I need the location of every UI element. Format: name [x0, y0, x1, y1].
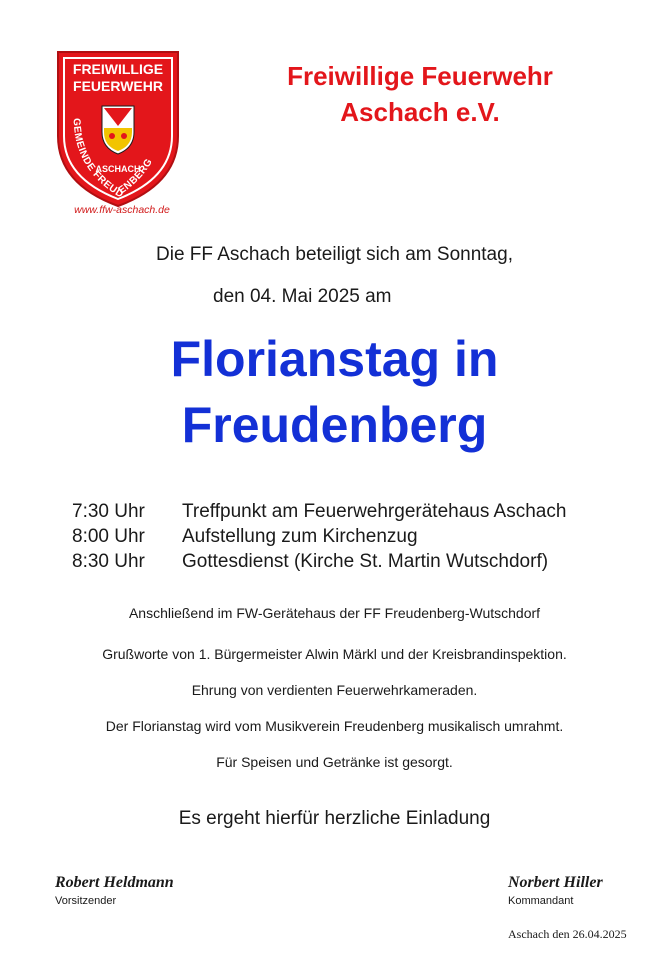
info-line: Grußworte von 1. Bürgermeister Alwin Märkl und der Kreisbrandinspektion.: [102, 646, 567, 662]
organization-title: [220, 58, 620, 130]
fire-brigade-logo: [52, 48, 184, 210]
schedule-time: 8:30 Uhr: [72, 551, 145, 572]
schedule-row: [72, 524, 566, 549]
info-line: Anschließend im FW-Gerätehaus der FF Freudenberg-Wutschdorf: [128, 605, 541, 621]
info-line: Ehrung von verdienten Feuerwehrkameraden.: [191, 682, 478, 698]
logo-arc-center: ASCHACH: [95, 164, 141, 174]
signature-role: Vorsitzender: [55, 895, 117, 907]
signature-left: [55, 874, 174, 907]
schedule-row: [72, 549, 566, 574]
info-line: Der Florianstag wird vom Musikverein Freudenberg musikalisch umrahmt.: [105, 718, 564, 734]
signature-role: Kommandant: [508, 895, 574, 907]
website-url[interactable]: www.ffw-aschach.de: [74, 204, 170, 216]
signature-name: Robert Heldmann: [55, 874, 174, 891]
logo-text-line1: FREIWILLIGE: [72, 61, 164, 77]
schedule-event: Aufstellung zum Kirchenzug: [182, 526, 418, 547]
schedule-time: 7:30 Uhr: [72, 501, 145, 522]
event-headline: [0, 326, 669, 458]
intro-line-1: Die FF Aschach beteiligt sich am Sonntag,: [156, 244, 513, 265]
intro-line-2: den 04. Mai 2025 am: [213, 286, 392, 307]
schedule: [72, 499, 566, 574]
organization-title-line2: Aschach e.V.: [340, 97, 500, 127]
organization-title-line1: Freiwillige Feuerwehr: [287, 61, 553, 91]
event-headline-line1: Florianstag in: [170, 331, 499, 387]
event-headline-line2: Freudenberg: [181, 397, 488, 453]
schedule-event: Treffpunkt am Feuerwehrgerätehaus Aschach: [182, 501, 567, 522]
schedule-row: [72, 499, 566, 524]
schedule-event: Gottesdienst (Kirche St. Martin Wutschdorf): [182, 551, 549, 572]
info-line: Für Speisen und Getränke ist gesorgt.: [216, 754, 453, 770]
date-line: Aschach den 26.04.2025: [508, 927, 627, 941]
invitation-text: Es ergeht hierfür herzliche Einladung: [178, 808, 491, 829]
coat-of-arms-icon: [102, 106, 134, 154]
signature-right: [508, 874, 603, 907]
shield-icon: [52, 48, 184, 210]
signature-name: Norbert Hiller: [508, 874, 603, 891]
logo-text-line2: FEUERWEHR: [73, 78, 163, 94]
logo-arc-text-path: GEMEINDE FREUDENBERG: [70, 117, 155, 201]
schedule-time: 8:00 Uhr: [72, 526, 145, 547]
